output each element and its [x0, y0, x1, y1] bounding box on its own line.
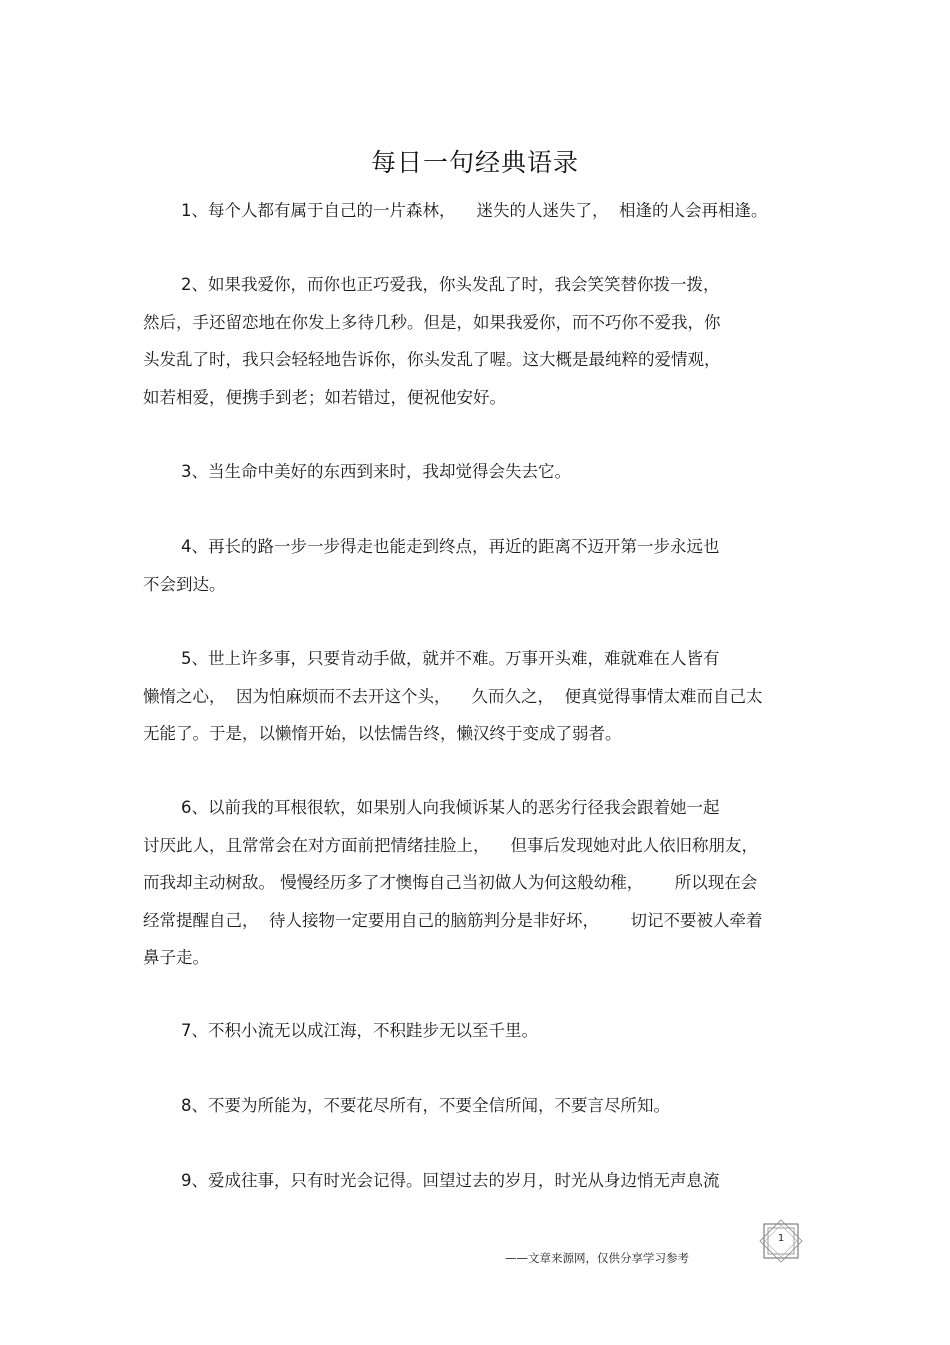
paragraph-line: 头发乱了时，我只会轻轻地告诉你，你头发乱了喔。这大概是最纯粹的爱情观， [143, 350, 721, 369]
paragraph-line: 4、再长的路一步一步得走也能走到终点，再近的距离不迈开第一步永远也 [181, 537, 720, 556]
paragraph-line: 9、爱成往事，只有时光会记得。回望过去的岁月，时光从身边悄无声息流 [181, 1171, 720, 1190]
paragraph [143, 1012, 823, 1050]
paragraph-line: 懒惰之心， 因为怕麻烦而不去开这个头， 久而久之， 便真觉得事情太难而自己太 [143, 686, 763, 706]
paragraph-line: 不会到达。 [143, 574, 226, 594]
paragraph [143, 640, 823, 753]
paragraph-line: 无能了。于是，以懒惰开始，以怯懦告终，懒汉终于变成了弱者。 [143, 724, 622, 743]
paragraph-line: 7、不积小流无以成江海，不积跬步无以至千里。 [181, 1021, 538, 1040]
paragraph-line: 3、当生命中美好的东西到来时，我却觉得会失去它。 [181, 462, 571, 481]
paragraph-line: 5、世上许多事，只要肯动手做，就并不难。万事开头难，难就难在人皆有 [181, 649, 720, 668]
paragraph-line: 经常提醒自己， 待人接物一定要用自己的脑筋判分是非好坏， 切记不要被人牵着 [143, 910, 763, 930]
paragraph-line: 8、不要为所能为，不要花尽所有，不要全信所闻，不要言尽所知。 [181, 1096, 670, 1115]
paragraph [143, 192, 823, 230]
paragraph-line: 而我却主动树敌。 慢慢经历多了才懊悔自己当初做人为何这般幼稚， 所以现在会 [143, 873, 758, 892]
paragraph-line: 6、以前我的耳根很软，如果别人向我倾诉某人的恶劣行径我会跟着她一起 [181, 798, 720, 817]
page-number: 1 [777, 1233, 785, 1244]
paragraph-line: 如若相爱，便携手到老；如若错过，便祝他安好。 [143, 387, 506, 407]
page-title: 每日一句经典语录 [370, 148, 579, 177]
paragraph-line: 讨厌此人，且常常会在对方面前把情绪挂脸上， 但事后发现她对此人依旧称朋友， [143, 835, 758, 855]
paragraph [143, 528, 823, 603]
paragraph [143, 1162, 823, 1200]
paragraph [143, 789, 823, 977]
paragraph-line: 2、如果我爱你，而你也正巧爱我，你头发乱了时，我会笑笑替你拨一拨， [181, 275, 720, 294]
paragraph [143, 453, 823, 491]
footer-text: ——文章来源网，仅供分享学习参考 [505, 1251, 689, 1265]
paragraph-line: 然后，手还留恋地在你发上多待几秒。但是，如果我爱你，而不巧你不爱我，你 [143, 312, 721, 332]
paragraph [143, 1087, 823, 1125]
paragraph [143, 266, 823, 416]
paragraph-line: 1、每个人都有属于自己的一片森林， 迷失的人迷失了， 相逢的人会再相逢。 [181, 201, 768, 220]
paragraph-line: 鼻子走。 [143, 948, 209, 967]
